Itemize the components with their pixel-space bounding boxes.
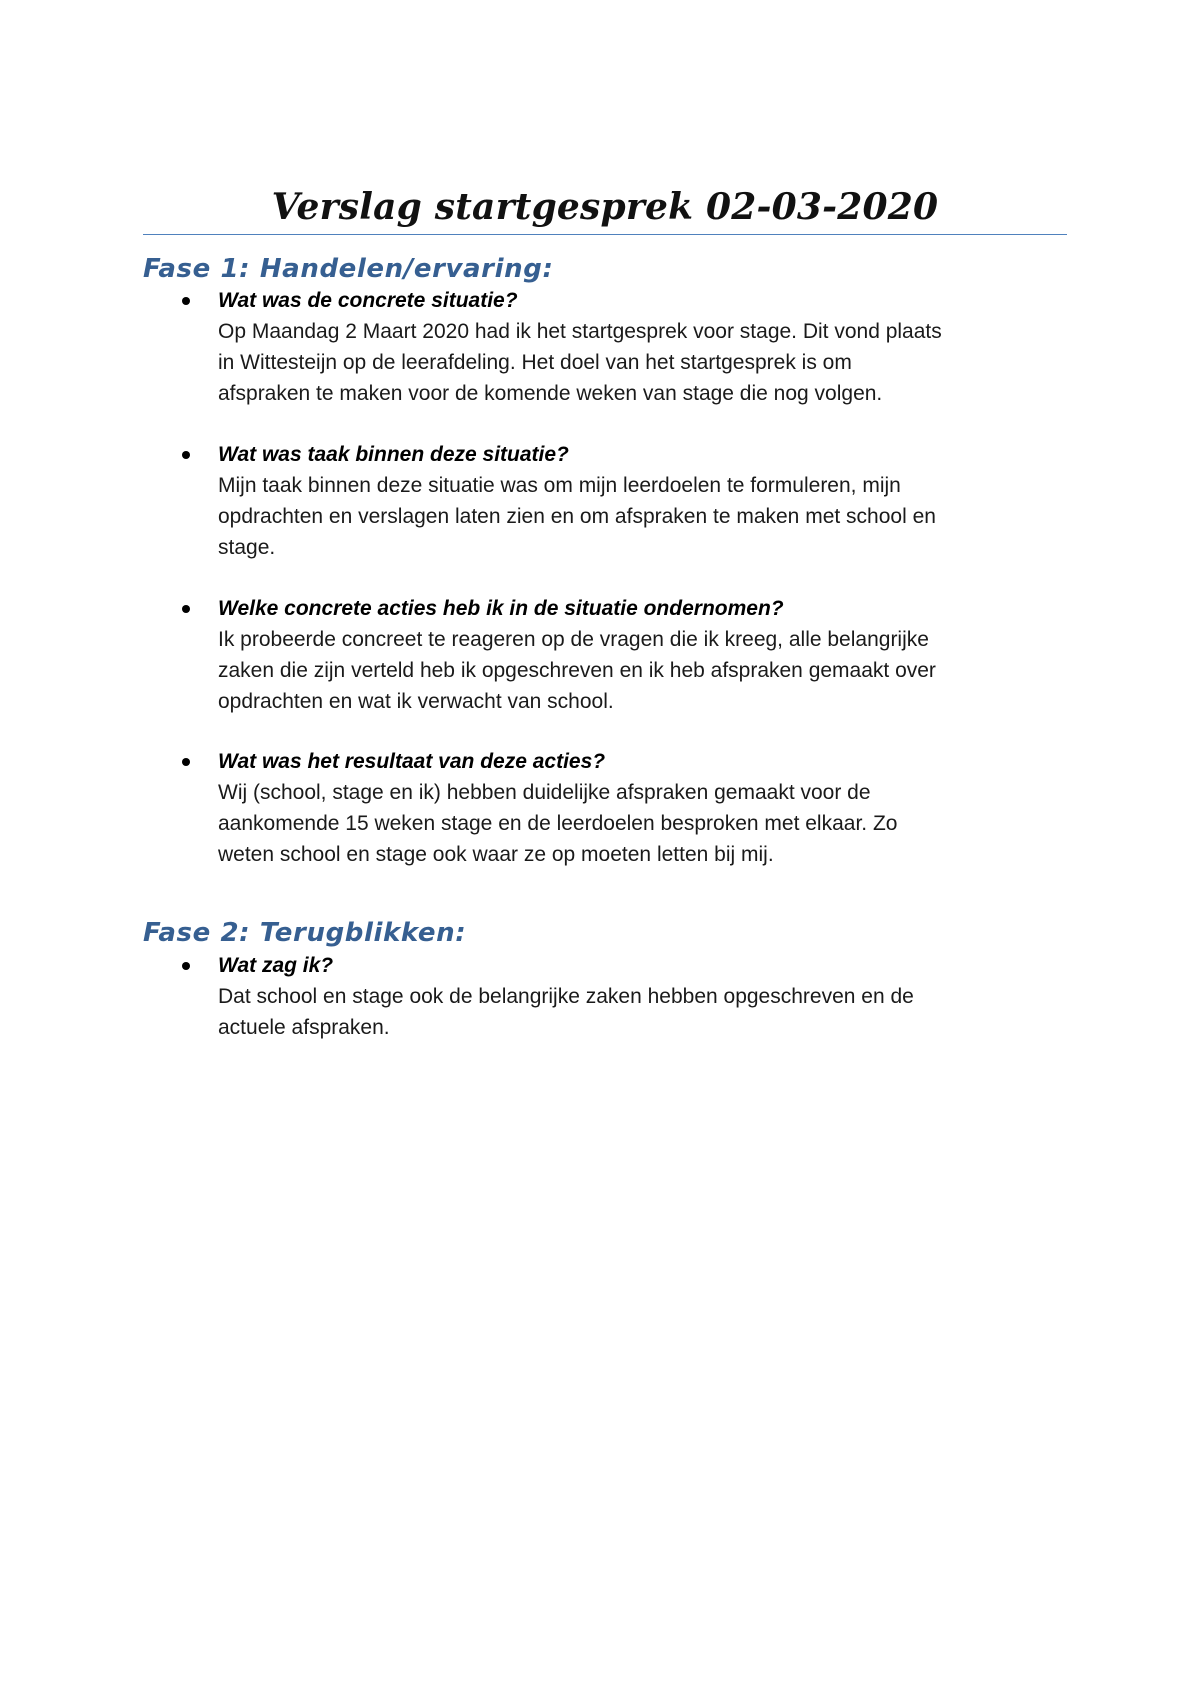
bullet-icon	[182, 451, 190, 459]
item-question: Welke concrete acties heb ik in de situatie ondernomen?	[218, 597, 784, 620]
title-underline	[143, 234, 1067, 235]
item-question: Wat was het resultaat van deze acties?	[218, 750, 606, 773]
answer-line: Op Maandag 2 Maart 2020 had ik het startgesprek voor stage. Dit vond plaats	[218, 320, 942, 343]
answer-line: zaken die zijn verteld heb ik opgeschreven en ik heb afspraken gemaakt over	[218, 659, 936, 682]
answer-line: Mijn taak binnen deze situatie was om mijn leerdoelen te formuleren, mijn	[218, 474, 901, 497]
answer-line: Dat school en stage ook de belangrijke zaken hebben opgeschreven en de	[218, 985, 914, 1008]
answer-line: weten school en stage ook waar ze op moeten letten bij mij.	[218, 843, 774, 866]
answer-line: Wij (school, stage en ik) hebben duidelijke afspraken gemaakt voor de	[218, 781, 871, 804]
answer-line: afspraken te maken voor de komende weken van stage die nog volgen.	[218, 382, 883, 405]
item-answer	[218, 981, 1063, 1043]
answer-line: actuele afspraken.	[218, 1016, 390, 1039]
answer-line: stage.	[218, 536, 276, 559]
item-answer	[218, 624, 1063, 717]
answer-line: in Wittesteijn op de leerafdeling. Het doel van het startgesprek is om	[218, 351, 852, 374]
answer-line: opdrachten en wat ik verwacht van school.	[218, 690, 614, 713]
answer-line: opdrachten en verslagen laten zien en om afspraken te maken met school en	[218, 505, 936, 528]
item-answer	[218, 316, 1063, 409]
bullet-icon	[182, 297, 190, 305]
item-answer	[218, 470, 1063, 563]
item-question: Wat was de concrete situatie?	[218, 289, 518, 312]
bullet-icon	[182, 605, 190, 613]
bullet-icon	[182, 758, 190, 766]
item-answer	[218, 777, 1063, 870]
answer-line: Ik probeerde concreet te reageren op de vragen die ik kreeg, alle belangrijke	[218, 628, 929, 651]
bullet-icon	[182, 962, 190, 970]
answer-line: aankomende 15 weken stage en de leerdoelen besproken met elkaar. Zo	[218, 812, 898, 835]
section-heading-fase-2: Fase 2: Terugblikken:	[143, 918, 467, 948]
item-question: Wat was taak binnen deze situatie?	[218, 443, 569, 466]
item-question: Wat zag ik?	[218, 954, 334, 977]
document-title: Verslag startgesprek 02-03-2020	[271, 186, 939, 228]
section-heading-fase-1: Fase 1: Handelen/ervaring:	[143, 254, 554, 284]
